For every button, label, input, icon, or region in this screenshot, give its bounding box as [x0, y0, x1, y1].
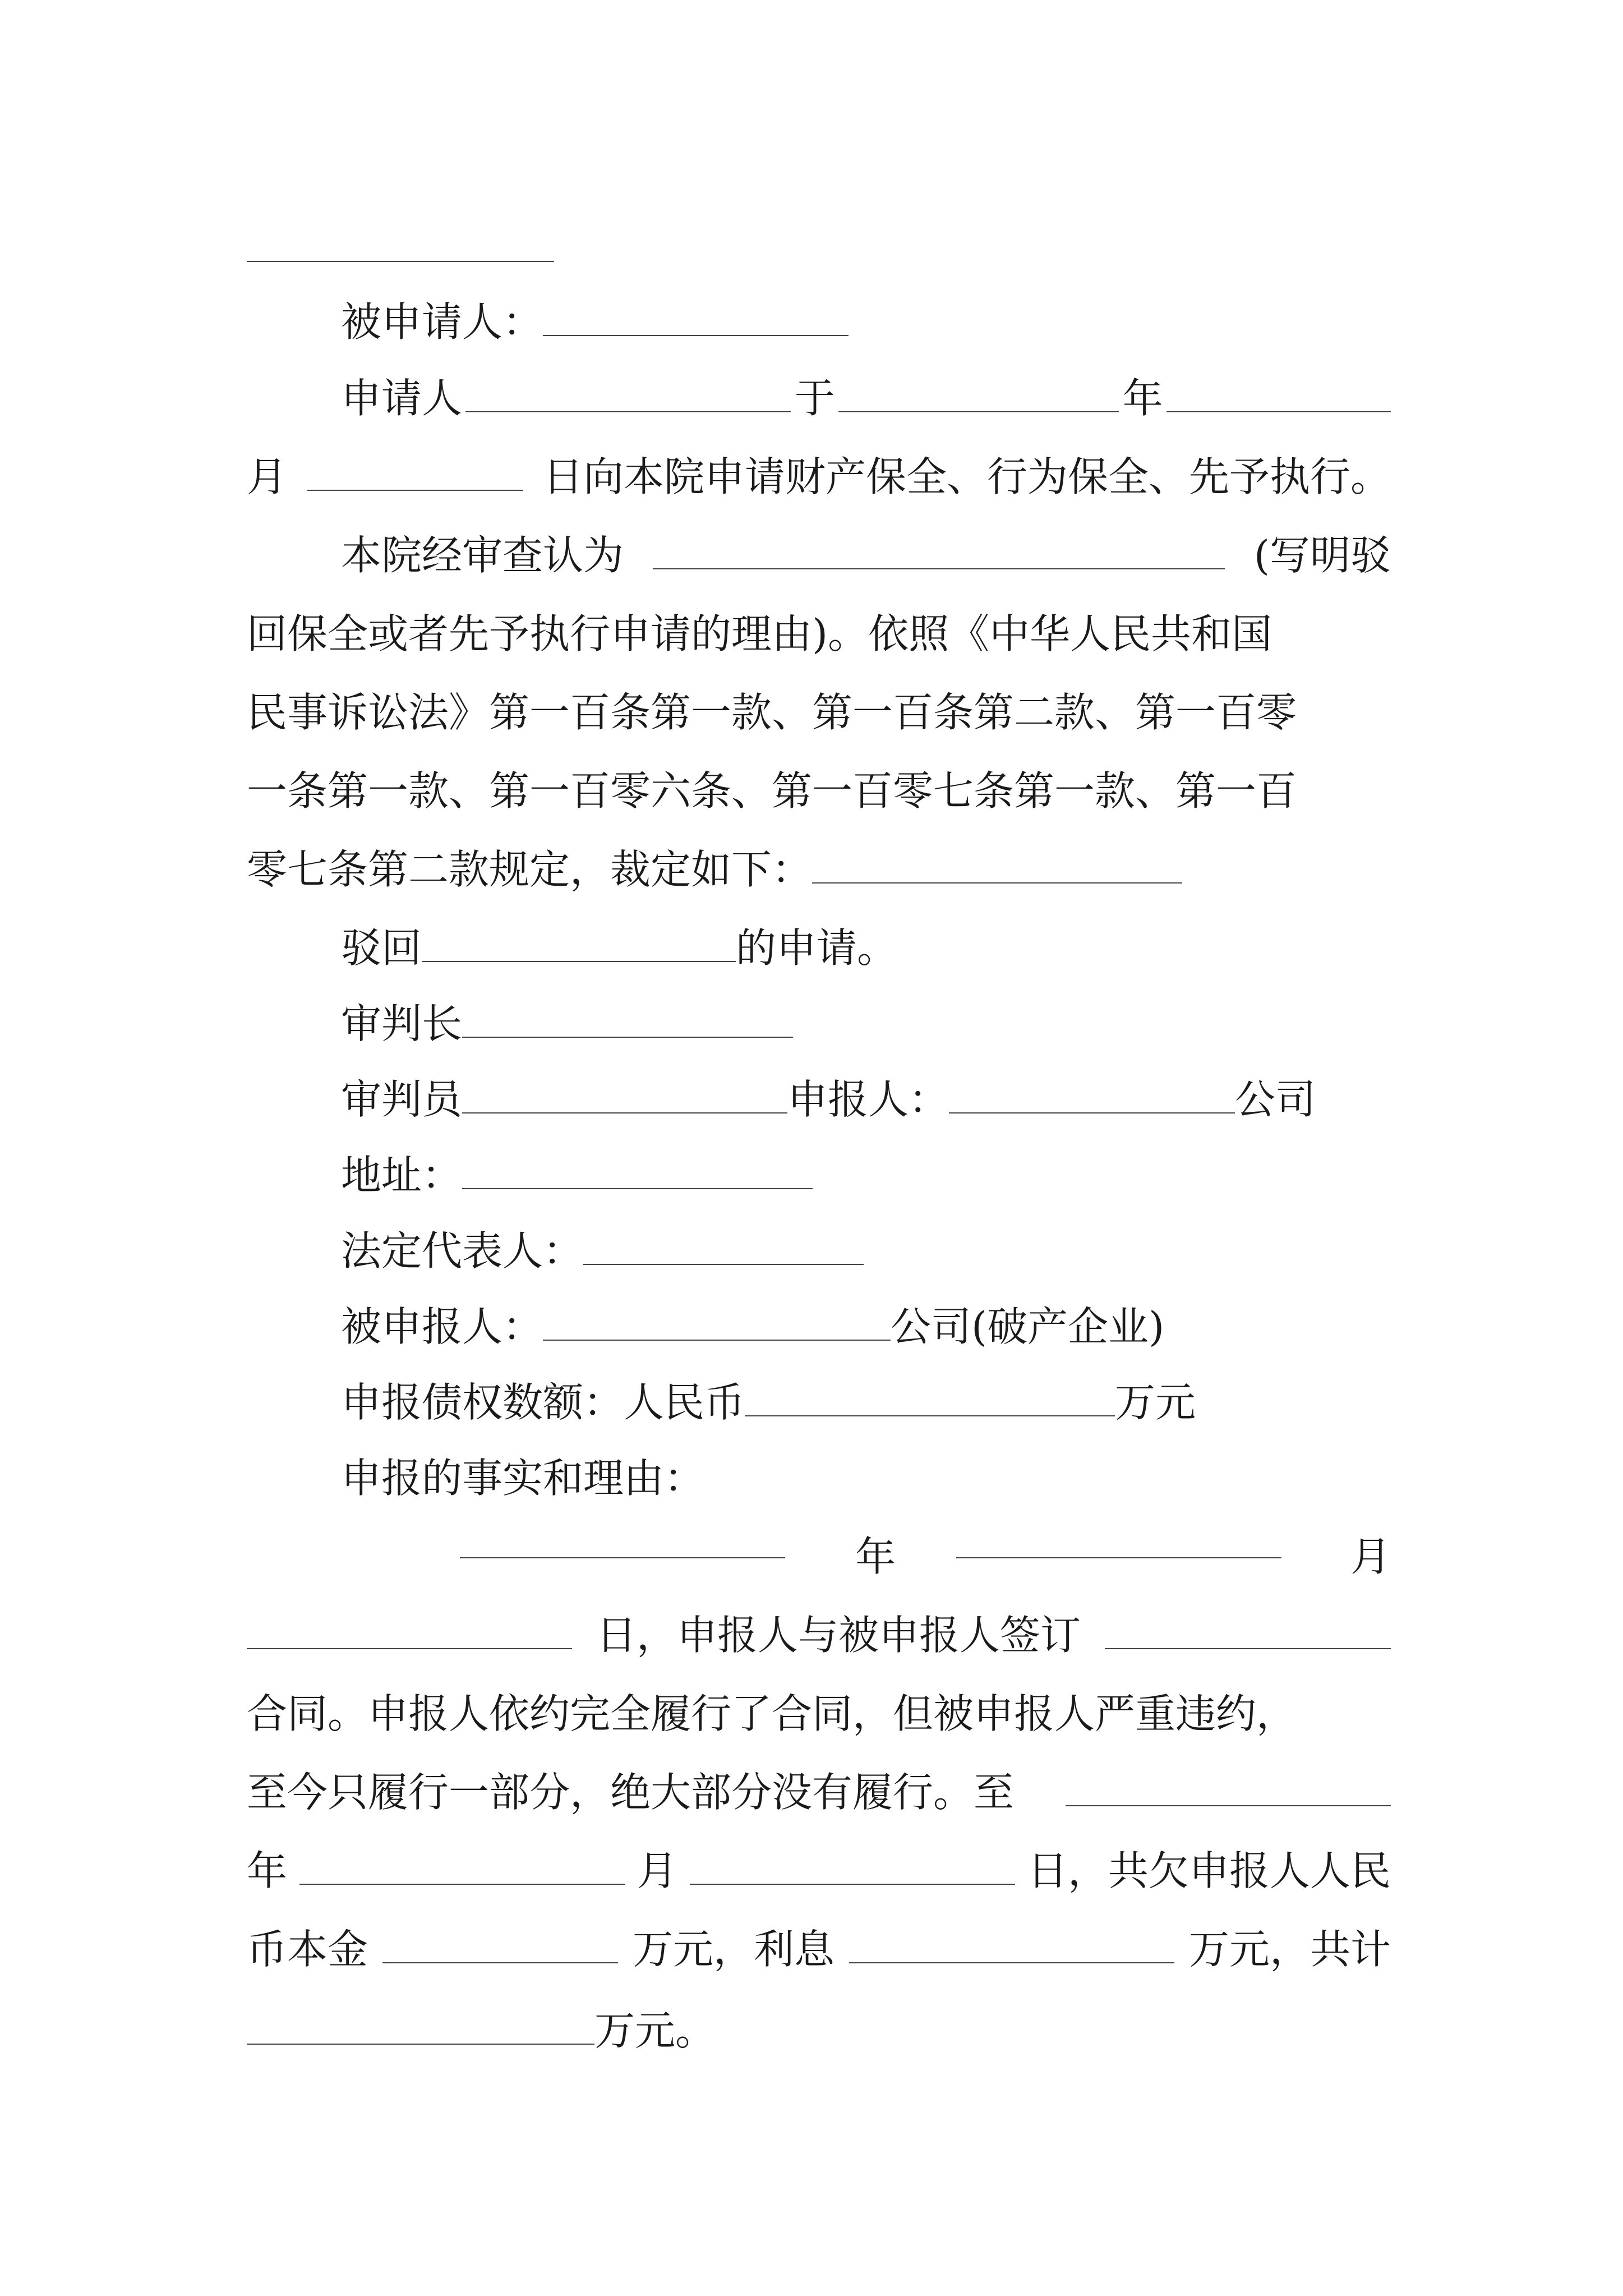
reject-blank	[422, 930, 736, 962]
partial-line	[247, 1761, 1391, 1823]
applicant-line	[341, 367, 1391, 429]
ruling-intro: 零七条第二款规定，裁定如下：	[247, 846, 813, 893]
amount-line	[247, 1918, 1391, 1980]
respondent-label: 被申请人：	[341, 298, 543, 346]
company-bankrupt: 公司(破产企业)	[891, 1303, 1165, 1350]
chief-judge-blank	[462, 1005, 793, 1038]
facts-month-blank	[956, 1526, 1281, 1558]
until-year-blank	[1066, 1774, 1391, 1806]
address-line	[341, 1144, 1391, 1206]
declared-party-blank	[543, 1308, 891, 1341]
address-label: 地址：	[341, 1152, 463, 1199]
review-line	[341, 524, 1391, 586]
claim-unit: 万元	[1115, 1379, 1196, 1426]
declared-party-label: 被申报人：	[341, 1303, 543, 1350]
legal-rep-label: 法定代表人：	[341, 1227, 584, 1274]
chief-judge-line	[341, 993, 1391, 1055]
claim-amount-blank	[745, 1384, 1115, 1416]
contract-line: 合同。申报人依约完全履行了合同，但被申报人严重违约，	[247, 1690, 1297, 1737]
declarant-label: 申报人：	[787, 1076, 949, 1123]
owe-month-text: 月	[637, 1847, 677, 1894]
day-blank-1	[307, 458, 523, 491]
principal-prefix: 币本金	[247, 1926, 368, 1973]
month-blank-1	[1166, 380, 1391, 412]
company-text: 公司	[1235, 1076, 1316, 1123]
signed-text: 日，申报人与被申报人签订	[596, 1612, 1081, 1659]
facts-month-text: 月	[1350, 1533, 1391, 1580]
reason-line-4: 一条第一款、第一百零六条、第一百零七条第一款、第一百	[247, 767, 1297, 815]
judge-line	[341, 1069, 1391, 1130]
respondent-line	[341, 291, 1391, 353]
legal-rep-line	[341, 1220, 1391, 1282]
reject-line	[341, 917, 1391, 979]
facts-label: 申报的事实和理由：	[341, 1455, 705, 1502]
apply-text: 日向本院申请财产保全、行为保全、先予执行。	[542, 453, 1391, 500]
top-blank-line	[247, 261, 554, 262]
judge-blank	[462, 1081, 787, 1114]
interest-blank	[849, 1931, 1174, 1963]
partial-text: 至今只履行一部分，绝大部分没有履行。至	[247, 1769, 1015, 1816]
reason-line-2: 回保全或者先予执行申请的理由)。依照《中华人民共和国	[247, 610, 1272, 657]
legal-rep-blank	[583, 1232, 864, 1265]
declarant-blank	[949, 1081, 1235, 1114]
facts-year-text: 年	[855, 1533, 896, 1580]
total-blank	[247, 2012, 594, 2045]
total-text: 万元，共计	[1188, 1926, 1391, 1973]
claim-amount-line	[341, 1372, 1391, 1433]
owe-date-line	[247, 1840, 1391, 1902]
applicant-blank	[465, 380, 791, 412]
interest-text: 万元，利息	[632, 1926, 834, 1973]
principal-blank	[382, 1931, 618, 1963]
review-reason-blank	[653, 537, 1225, 569]
yu-text: 于	[794, 375, 835, 422]
reason-note-open: (写明驳	[1253, 532, 1391, 579]
year-text: 年	[1122, 375, 1163, 422]
facts-label-line	[341, 1447, 1391, 1509]
reason-line-3: 民事诉讼法》第一百条第一款、第一百条第二款、第一百零	[247, 689, 1297, 736]
respondent-blank	[543, 303, 849, 336]
applicant-label: 申请人	[341, 375, 463, 422]
facts-day-blank	[247, 1617, 572, 1649]
final-line	[247, 2000, 1391, 2062]
final-unit: 万元。	[594, 2007, 716, 2054]
declared-party-line	[341, 1296, 1391, 1358]
ruling-blank	[812, 851, 1182, 884]
owe-year-text: 年	[247, 1847, 288, 1894]
chief-judge-label: 审判长	[341, 1000, 463, 1047]
judge-label: 审判员	[341, 1076, 463, 1123]
year-blank	[838, 380, 1119, 412]
signed-line	[247, 1604, 1391, 1666]
reject-suffix: 的申请。	[736, 924, 898, 972]
owe-month-blank	[299, 1852, 625, 1885]
facts-year-blank	[460, 1526, 785, 1558]
reject-prefix: 驳回	[341, 924, 422, 972]
review-text: 本院经审查认为	[341, 532, 624, 579]
owe-text: 日，共欠申报人人民	[1027, 1847, 1391, 1894]
claim-amount-label: 申报债权数额：人民币	[341, 1379, 745, 1426]
facts-date-line	[247, 1526, 1391, 1588]
apply-date-line	[247, 446, 1391, 508]
address-blank	[462, 1157, 813, 1189]
month-text: 月	[247, 453, 288, 500]
reason-line-5	[247, 839, 1391, 900]
owe-day-blank	[690, 1852, 1015, 1885]
contract-name-blank	[1105, 1617, 1391, 1649]
